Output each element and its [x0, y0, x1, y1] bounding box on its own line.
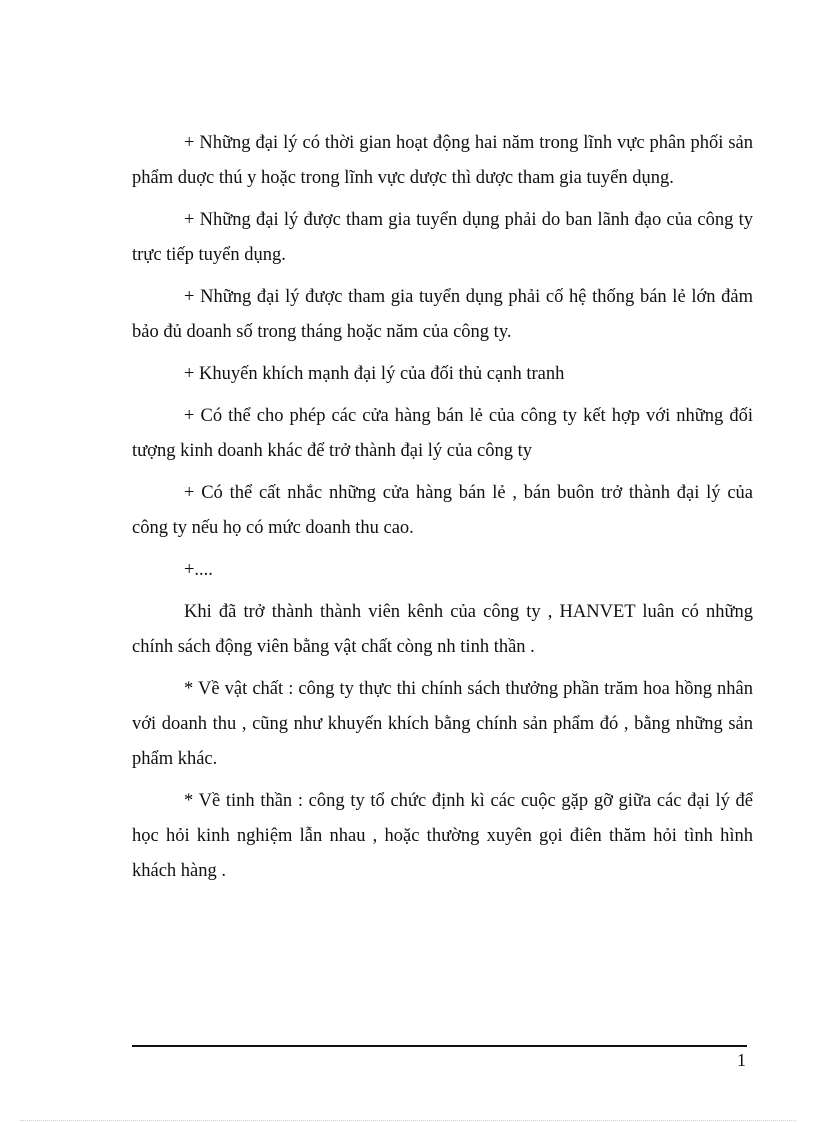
page-edge-dotted-line — [20, 1120, 796, 1121]
paragraph-competitor-agents: + Khuyến khích mạnh đại lý của đối thủ cạnh tranh — [184, 364, 565, 384]
paragraph-retail-system: + Những đại lý được tham gia tuyển dụng phải cố hệ thống bán lẻ lớn đảm bảo đủ doanh số trong tháng hoặc năm của công ty. — [132, 287, 753, 342]
page-number: 1 — [737, 1050, 746, 1070]
paragraph-channel-members: Khi đã trở thành thành viên kênh của công ty , HANVET luân có những chính sách động viên bằng vật chất còng nh tinh thần . — [132, 602, 753, 657]
footer-divider — [132, 1045, 747, 1047]
body-text — [132, 126, 753, 896]
paragraph-agent-experience: + Những đại lý có thời gian hoạt động hai năm trong lĩnh vực phân phối sản phẩm duợc thú y hoặc trong lĩnh vực dược thì dược tham gia tuyển dụng. — [132, 133, 753, 188]
paragraph-retail-partnership: + Có thể cho phép các cửa hàng bán lẻ của công ty kết hợp với những đối tượng kinh doanh khác để trở thành đại lý của công ty — [132, 406, 753, 461]
paragraph-material-incentives: * Về vật chất : công ty thực thi chính sách thưởng phần trăm hoa hồng nhân với doanh thu , cũng như khuyến khích bằng chính sản phẩm đó , bằng những sản phẩm khác. — [132, 679, 753, 769]
paragraph-leadership-recruitment: + Những đại lý được tham gia tuyển dụng phải do ban lãnh đạo của công ty trực tiếp tuyển dụng. — [132, 210, 753, 265]
paragraph-spiritual-incentives: * Về tinh thần : công ty tổ chức định kì các cuộc gặp gỡ giữa các đại lý để học hỏi kinh nghiệm lẫn nhau , hoặc thường xuyên gọi điên thăm hỏi tình hình khách hàng . — [132, 791, 753, 881]
paragraph-promote-stores: + Có thể cất nhắc những cửa hàng bán lẻ , bán buôn trở thành đại lý của công ty nếu họ có mức doanh thu cao. — [132, 483, 753, 538]
paragraph-ellipsis: +.... — [184, 560, 213, 580]
